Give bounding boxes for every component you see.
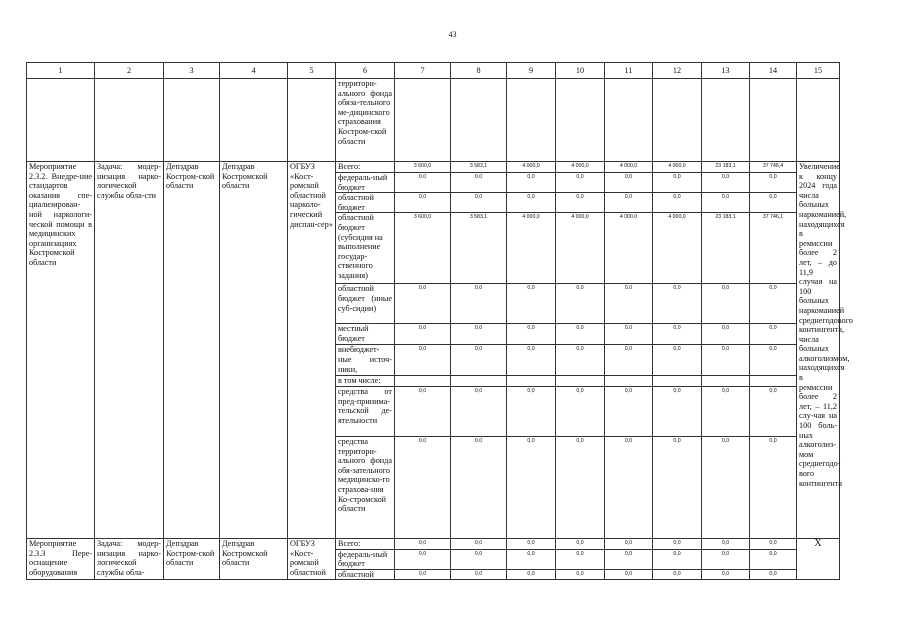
value-cell xyxy=(451,376,507,387)
value-cell: 0,0 xyxy=(702,173,750,193)
value-cell: 0,0 xyxy=(556,345,605,376)
value-cell: 0,0 xyxy=(653,569,702,580)
value-cell: 0,0 xyxy=(702,436,750,538)
value-cell: 0,0 xyxy=(702,549,750,569)
value-cell: 0,0 xyxy=(507,569,556,580)
result-cell: Увеличение к концу 2024 года числа больных наркоманией, находящихся в ремиссии более 2 лет, – до 11,9 случая на 100 больных наркоманией среднегодового контингента, числа больных алкоголизмом, находящихся в ремиссии более 2 лет, – 11,2 слу-чая на 100 боль-ных алкоголиз-мом среднегодо-вого контингента xyxy=(797,162,840,539)
measure-name-cell: Мероприятие 2.3.2. Внедре-ние стандартов оказания спе-циализирован-ной наркологи-ческой помощи в медицинских организациях Костромской области xyxy=(27,162,95,539)
value-cell: 4 000,0 xyxy=(507,213,556,284)
coexecutor-cell: Депздрав Костром-ской области xyxy=(164,162,220,539)
empty-cell xyxy=(164,79,220,162)
value-cell: 0,0 xyxy=(507,324,556,345)
header-cell: 15 xyxy=(797,63,840,79)
table-row xyxy=(27,538,840,549)
value-cell: 0,0 xyxy=(605,549,653,569)
value-cell: 0,0 xyxy=(395,569,451,580)
value-cell: 0,0 xyxy=(750,549,797,569)
header-cell: 6 xyxy=(336,63,395,79)
value-cell: 0,0 xyxy=(750,284,797,324)
funding-source-cell: средства территори-ального фонда обя-зательного медицинско-го страхова-ния Ко-стромской области xyxy=(336,436,395,538)
header-cell: 5 xyxy=(288,63,336,79)
header-cell: 12 xyxy=(653,63,702,79)
value-cell: 0,0 xyxy=(653,386,702,436)
value-cell: 4 000,0 xyxy=(556,162,605,173)
value-cell: 0,0 xyxy=(507,538,556,549)
value-cell: 0,0 xyxy=(605,386,653,436)
funding-source-cell: областной бюджет xyxy=(336,193,395,213)
empty-cell xyxy=(95,79,164,162)
funding-source-cell: территори-ального фонда обяза-тельного ме-дицинского страхования Костром-ской области xyxy=(336,79,395,162)
value-cell: 0,0 xyxy=(702,569,750,580)
value-cell xyxy=(750,376,797,387)
empty-cell xyxy=(797,79,840,162)
value-cell: 0,0 xyxy=(750,569,797,580)
header-cell: 13 xyxy=(702,63,750,79)
value-cell: 0,0 xyxy=(556,436,605,538)
value-cell: 0,0 xyxy=(556,284,605,324)
empty-cell xyxy=(702,79,750,162)
value-cell: 0,0 xyxy=(451,569,507,580)
value-cell: 4 000,0 xyxy=(653,213,702,284)
value-cell xyxy=(702,376,750,387)
value-cell: 0,0 xyxy=(605,569,653,580)
coexecutor-cell: Депздрав Костромской области xyxy=(220,538,288,579)
value-cell: 0,0 xyxy=(750,193,797,213)
task-cell: Задача: модер-низация нарко-логической службы обла- xyxy=(95,538,164,579)
value-cell xyxy=(395,376,451,387)
value-cell: 0,0 xyxy=(653,345,702,376)
value-cell: 0,0 xyxy=(556,569,605,580)
value-cell: 0,0 xyxy=(507,173,556,193)
value-cell: 3 600,0 xyxy=(395,162,451,173)
value-cell: 0,0 xyxy=(702,538,750,549)
value-cell: 0,0 xyxy=(750,436,797,538)
funding-source-cell: внебюджет-ные источ-ники, xyxy=(336,345,395,376)
page-number: 43 xyxy=(448,30,457,39)
value-cell: 0,0 xyxy=(750,386,797,436)
funding-source-cell: местный бюджет xyxy=(336,324,395,345)
value-cell: 0,0 xyxy=(750,345,797,376)
empty-cell xyxy=(220,79,288,162)
funding-source-cell: областной бюджет (субсидия на выполнение государ-ственного задания) xyxy=(336,213,395,284)
value-cell: 0,0 xyxy=(395,386,451,436)
header-cell: 1 xyxy=(27,63,95,79)
value-cell: 0,0 xyxy=(507,436,556,538)
value-cell: 0,0 xyxy=(605,173,653,193)
value-cell: 0,0 xyxy=(605,436,653,538)
value-cell: 0,0 xyxy=(395,549,451,569)
funding-source-cell: областной xyxy=(336,569,395,580)
value-cell: 0,0 xyxy=(507,193,556,213)
header-cell: 10 xyxy=(556,63,605,79)
value-cell: 0,0 xyxy=(653,324,702,345)
executor-cell: ОГБУЗ «Кост-ромской областной xyxy=(288,538,336,579)
value-cell: 0,0 xyxy=(556,386,605,436)
empty-cell xyxy=(556,79,605,162)
value-cell: 0,0 xyxy=(556,549,605,569)
value-cell: 0,0 xyxy=(653,436,702,538)
value-cell: 0,0 xyxy=(702,324,750,345)
funding-source-cell: областной бюджет (иные суб-сидии) xyxy=(336,284,395,324)
value-cell: 0,0 xyxy=(750,538,797,549)
funding-source-cell: федераль-ный бюджет xyxy=(336,173,395,193)
value-cell: 0,0 xyxy=(451,345,507,376)
empty-cell xyxy=(750,79,797,162)
empty-cell xyxy=(27,79,95,162)
value-cell: 0,0 xyxy=(395,324,451,345)
value-cell: 0,0 xyxy=(653,173,702,193)
value-cell xyxy=(653,376,702,387)
value-cell: 0,0 xyxy=(605,284,653,324)
value-cell: 0,0 xyxy=(653,549,702,569)
value-cell: 0,0 xyxy=(451,538,507,549)
value-cell: 0,0 xyxy=(395,193,451,213)
value-cell: 0,0 xyxy=(395,345,451,376)
continuation-row xyxy=(27,79,840,162)
value-cell: 4 000,0 xyxy=(507,162,556,173)
coexecutor-cell: Депздрав Костром-ской области xyxy=(164,538,220,579)
value-cell: 0,0 xyxy=(451,436,507,538)
table-row xyxy=(27,162,840,173)
funding-source-cell: в том числе: xyxy=(336,376,395,387)
executor-cell: ОГБУЗ «Кост-ромской областной нарколо-гический диспан-сер» xyxy=(288,162,336,539)
value-cell: 0,0 xyxy=(702,284,750,324)
empty-cell xyxy=(507,79,556,162)
value-cell: 0,0 xyxy=(653,538,702,549)
header-cell: 8 xyxy=(451,63,507,79)
value-cell: 0,0 xyxy=(702,193,750,213)
value-cell: 23 183,1 xyxy=(702,213,750,284)
value-cell: 0,0 xyxy=(451,386,507,436)
value-cell: 3 583,1 xyxy=(451,213,507,284)
task-cell: Задача: модер-низация нарко-логической службы обла-сти xyxy=(95,162,164,539)
measure-name-cell: Мероприятие 2.3.3 Пере-оснащение оборудования xyxy=(27,538,95,579)
header-cell: 9 xyxy=(507,63,556,79)
empty-cell xyxy=(653,79,702,162)
value-cell: 4 000,0 xyxy=(605,162,653,173)
value-cell: 37 746,4 xyxy=(750,162,797,173)
value-cell: 0,0 xyxy=(702,345,750,376)
value-cell: 0,0 xyxy=(451,324,507,345)
value-cell: 4 000,0 xyxy=(653,162,702,173)
header-cell: 7 xyxy=(395,63,451,79)
program-table xyxy=(26,62,853,580)
value-cell: 0,0 xyxy=(556,173,605,193)
value-cell: 0,0 xyxy=(556,324,605,345)
value-cell: 0,0 xyxy=(653,193,702,213)
value-cell: 0,0 xyxy=(750,324,797,345)
funding-source-cell: Всего: xyxy=(336,162,395,173)
value-cell: 0,0 xyxy=(395,284,451,324)
value-cell: 4 000,0 xyxy=(556,213,605,284)
value-cell: 0,0 xyxy=(556,193,605,213)
value-cell: 0,0 xyxy=(451,173,507,193)
value-cell: 0,0 xyxy=(451,284,507,324)
value-cell: 0,0 xyxy=(507,549,556,569)
empty-cell xyxy=(605,79,653,162)
value-cell: 0,0 xyxy=(451,549,507,569)
value-cell: 0,0 xyxy=(507,386,556,436)
empty-cell xyxy=(451,79,507,162)
value-cell: 0,0 xyxy=(653,284,702,324)
value-cell: 23 183,1 xyxy=(702,162,750,173)
result-cell: X xyxy=(797,538,840,579)
value-cell: 0,0 xyxy=(507,284,556,324)
value-cell: 0,0 xyxy=(507,345,556,376)
funding-source-cell: федераль-ный бюджет xyxy=(336,549,395,569)
value-cell: 0,0 xyxy=(605,324,653,345)
empty-cell xyxy=(395,79,451,162)
value-cell: 0,0 xyxy=(605,538,653,549)
value-cell: 3 600,0 xyxy=(395,213,451,284)
value-cell: 0,0 xyxy=(605,345,653,376)
empty-cell xyxy=(288,79,336,162)
coexecutor-cell: Депздрав Костромской области xyxy=(220,162,288,539)
value-cell: 0,0 xyxy=(556,538,605,549)
value-cell: 0,0 xyxy=(395,173,451,193)
value-cell: 37 746,1 xyxy=(750,213,797,284)
value-cell: 4 000,0 xyxy=(605,213,653,284)
funding-source-cell: Всего: xyxy=(336,538,395,549)
value-cell: 3 583,1 xyxy=(451,162,507,173)
header-cell: 11 xyxy=(605,63,653,79)
value-cell: 0,0 xyxy=(605,193,653,213)
funding-source-cell: средства от пред-принима-тельской де-ятельности xyxy=(336,386,395,436)
value-cell: 0,0 xyxy=(451,193,507,213)
value-cell xyxy=(605,376,653,387)
header-cell: 2 xyxy=(95,63,164,79)
header-row xyxy=(27,63,840,79)
value-cell xyxy=(507,376,556,387)
header-cell: 4 xyxy=(220,63,288,79)
value-cell: 0,0 xyxy=(702,386,750,436)
value-cell: 0,0 xyxy=(395,538,451,549)
value-cell xyxy=(556,376,605,387)
value-cell: 0,0 xyxy=(395,436,451,538)
header-cell: 14 xyxy=(750,63,797,79)
header-cell: 3 xyxy=(164,63,220,79)
value-cell: 0,0 xyxy=(750,173,797,193)
